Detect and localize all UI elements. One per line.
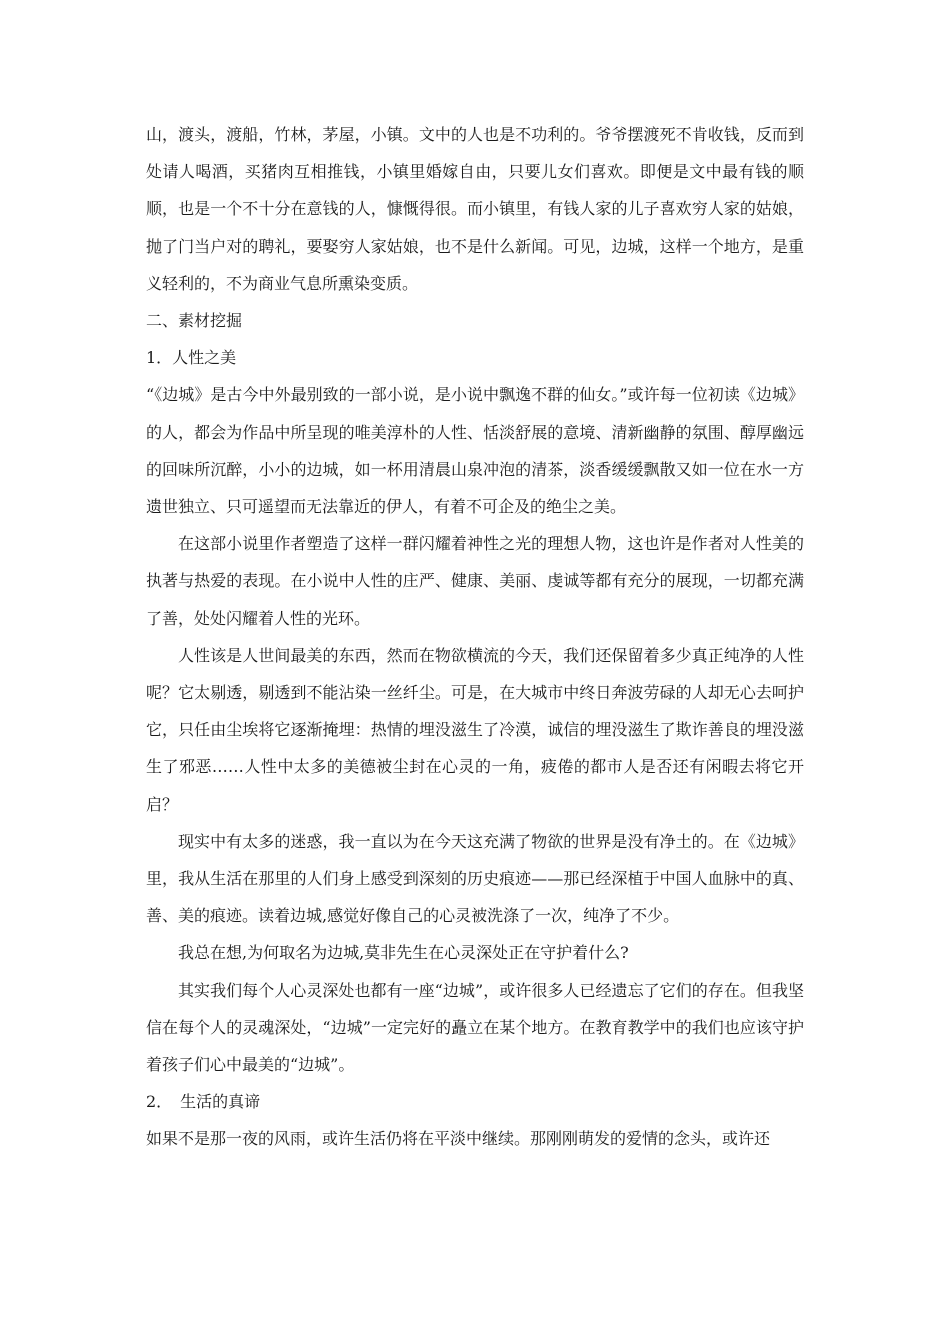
body-paragraph-3: 在这部小说里作者塑造了这样一群闪耀着神性之光的理想人物，这也许是作者对人性美的执著与热爱的表现。在小说中人性的庄严、健康、美丽、虔诚等都有充分的展现，一切都充满了善，处处闪耀着人性的光环。 [146, 534, 804, 628]
body-paragraph-7: 其实我们每个人心灵深处也都有一座“边城”，或许很多人已经遗忘了它们的存在。但我坚信在每个人的灵魂深处，“边城”一定完好的矗立在某个地方。在教育教学中的我们也应该守护着孩子们心中最美的“边城”。 [146, 980, 804, 1075]
subheading-human-nature: 1．人性之美 [146, 348, 237, 368]
body-paragraph-6: 我总在想,为何取名为边城,莫非先生在心灵深处正在守护着什么? [178, 943, 629, 963]
body-paragraph-1: 山，渡头，渡船，竹林，茅屋，小镇。文中的人也是不功利的。爷爷摆渡死不肯收钱，反而到处请人喝酒，买猪肉互相推钱，小镇里婚嫁自由，只要儿女们喜欢。即便是文中最有钱的顺顺，也是一个不十分在意钱的人，慷慨得很。而小镇里，有钱人家的儿子喜欢穷人家的姑娘，抛了门当户对的聘礼，要娶穷人家姑娘，也不是什么新闻。可见，边城，这样一个地方，是重义轻利的，不为商业气息所熏染变质。 [146, 125, 804, 293]
body-paragraph-2: “《边城》是古今中外最别致的一部小说，是小说中飘逸不群的仙女。”或许每一位初读《边城》的人，都会为作品中所呈现的唯美淳朴的人性、恬淡舒展的意境、清新幽静的氛围、醇厚幽远的回味所沉醉，小小的边城，如一杯用清晨山泉冲泡的清茶，淡香缓缓飘散又如一位在水一方遗世独立、只可遥望而无法靠近的伊人，有着不可企及的绝尘之美。 [146, 385, 804, 517]
body-paragraph-8: 如果不是那一夜的风雨，或许生活仍将在平淡中继续。那刚刚萌发的爱情的念头，或许还 [146, 1129, 771, 1149]
section-heading-materials: 二、素材挖掘 [146, 311, 243, 331]
body-paragraph-4: 人性该是人世间最美的东西，然而在物欲横流的今天，我们还保留着多少真正纯净的人性呢？它太剔透，剔透到不能沾染一丝纤尘。可是，在大城市中终日奔波劳碌的人却无心去呵护它，只任由尘埃将它逐渐掩埋：热情的埋没滋生了冷漠，诚信的埋没滋生了欺诈善良的埋没滋生了邪恶……人性中太多的美德被尘封在心灵的一角，疲倦的都市人是否还有闲暇去将它开启？ [146, 645, 804, 814]
subheading-truth-of-life: 2． 生活的真谛 [146, 1092, 261, 1112]
body-paragraph-5: 现实中有太多的迷惑，我一直以为在今天这充满了物欲的世界是没有净土的。在《边城》里，我从生活在那里的人们身上感受到深刻的历史痕迹——那已经深植于中国人血脉中的真、善、美的痕迹。读着边城,感觉好像自己的心灵被洗涤了一次，纯净了不少。 [146, 831, 804, 926]
